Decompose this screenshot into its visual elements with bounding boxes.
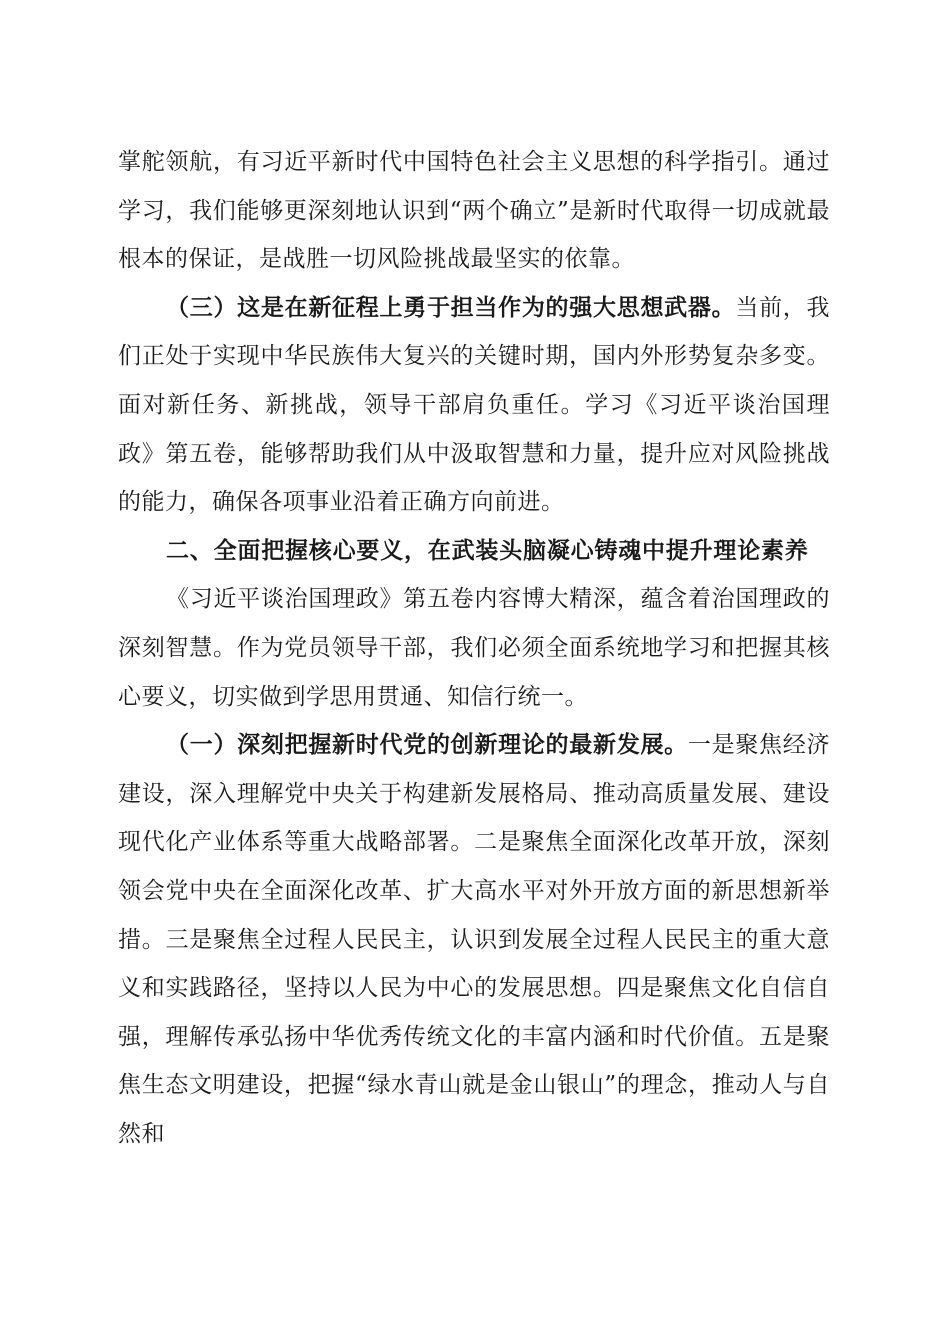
subsection-lead-three: （三）这是在新征程上勇于担当作为的强大思想武器。 (166, 293, 736, 321)
paragraph-continuation: 掌舵领航，有习近平新时代中国特色社会主义思想的科学指引。通过学习，我们能够更深刻地认识到“两个确立”是新时代取得一切成就最根本的保证，是战胜一切风险挑战最坚实的依靠。 (118, 149, 830, 273)
paragraph-section-three (118, 284, 830, 527)
paragraph-section-intro: 《习近平谈治国理政》第五卷内容博大精深，蕴含着治国理政的深刻智慧。作为党员领导干部，我们必须全面系统地学习和把握其核心要义，切实做到学思用贯通、知信行统一。 (118, 586, 830, 710)
subsection-lead-one: （一）深刻把握新时代党的创新理论的最新发展。 (166, 731, 688, 759)
subsection-body-one: 一是聚焦经济建设，深入理解党中央关于构建新发展格局、推动高质量发展、建设现代化产业体系等重大战略部署。二是聚焦全面深化改革开放，深刻领会党中央在全面深化改革、扩大高水平对外开放方面的新思想新举措。三是聚焦全过程人民民主，认识到发展全过程人民民主的重大意义和实践路径，坚持以人民为中心的发展思想。四是聚焦文化自信自强，理解传承弘扬中华优秀传统文化的丰富内涵和时代价值。五是聚焦生态文明建设，把握“绿水青山就是金山银山”的理念，推动人与自然和 (118, 732, 831, 1147)
paragraph-section-one (118, 721, 830, 1158)
document-body (118, 138, 830, 1158)
subsection-body-three: 当前，我们正处于实现中华民族伟大复兴的关键时期，国内外形势复杂多变。面对新任务、新挑战，领导干部肩负重任。学习《习近平谈治国理政》第五卷，能够帮助我们从中汲取智慧和力量，提升应对风险挑战的能力，确保各项事业沿着正确方向前进。 (118, 294, 831, 516)
section-heading-two: 二、全面把握核心要义，在武装头脑凝心铸魂中提升理论素养 (166, 537, 809, 564)
